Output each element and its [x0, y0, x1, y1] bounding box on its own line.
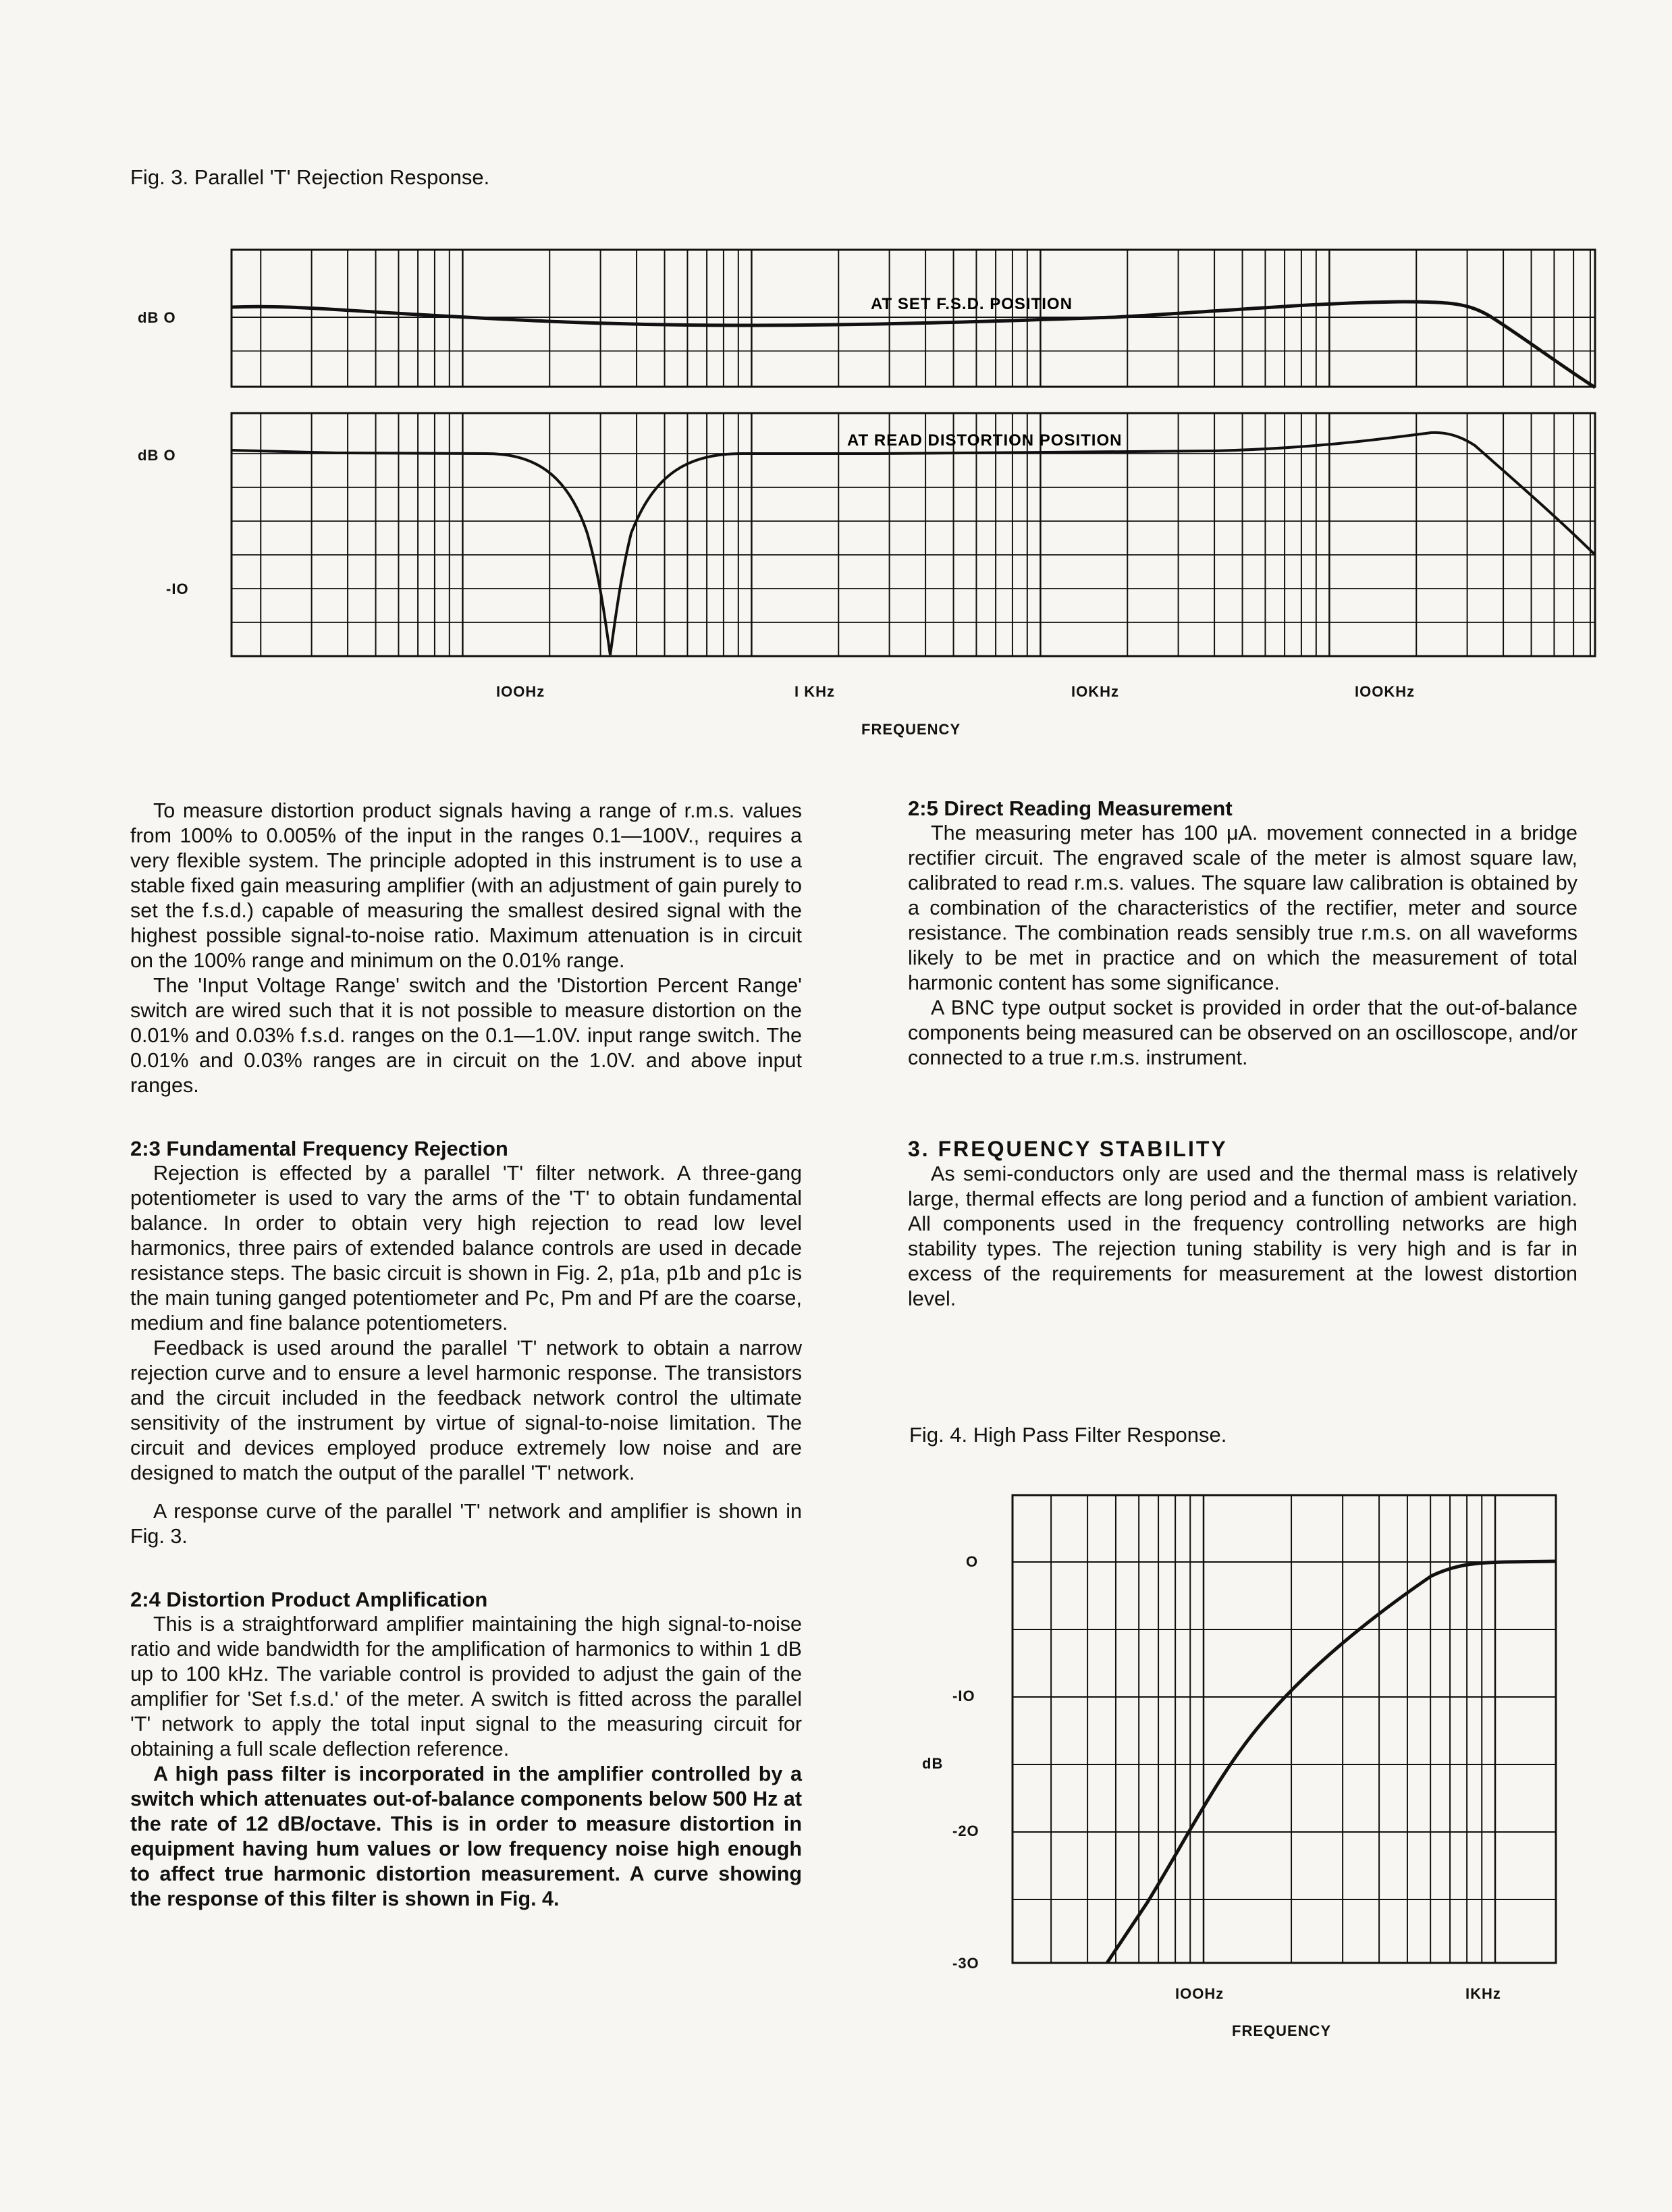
heading-2-4: 2:4 Distortion Product Amplification [130, 1588, 488, 1611]
fig3-xtick-1khz: I KHz [794, 683, 835, 700]
fig3-caption: Fig. 3. Parallel 'T' Rejection Response. [130, 165, 490, 189]
left-para-1: To measure distortion product signals having a range of r.m.s. values from 100% to 0.005% of the input in the ranges 0.1—100V., requires a very flexible system. The principle adopted in this instrument is to use a stable fixed gain measuring amplifier (with an adjustment of gain purely to set the f.s.d.) capable of measuring the smallest desired signal with the highest possible signal-to-noise ratio. Maximum attenuation is in circuit on the 100% range and minimum on the 0.01% range. [130, 799, 802, 972]
fig4-xtick-100hz: IOOHz [1175, 1985, 1224, 2002]
right-para-1: The measuring meter has 100 μA. movement connected in a bridge rectifier circuit. The engraved scale of the meter is almost square law, calibrated to read r.m.s. values. The square law calibration is obtained by a combination of the characteristics of the rectifier, meter and source resistance. The combination reads sensibly true r.m.s. on all waveforms likely to be met in practice and on which the measurement of total harmonic content has some significance. [908, 821, 1577, 994]
fig4-ytick-0: O [966, 1553, 979, 1570]
fig4-xlabel: FREQUENCY [1232, 2022, 1332, 2039]
fig3-upper-curve-label: AT SET F.S.D. POSITION [871, 295, 1073, 313]
fig3-xtick-100hz: IOOHz [496, 683, 545, 700]
right-para-3: As semi-conductors only are used and the thermal mass is relatively large, thermal effects are long period and a function of ambient variation. All components used in the frequency controlling networks are high stability types. The rejection tuning stability is very high and is far in excess of the requirements for measurement at the lowest distortion level. [908, 1162, 1577, 1310]
left-para-2: The 'Input Voltage Range' switch and the 'Distortion Percent Range' switch are wired such that it is not possible to measure distortion on the 0.01% and 0.03% f.s.d. ranges on the 0.1—1.0V. input range switch. The 0.01% and 0.03% ranges are in circuit on the 1.0V. and above input ranges. [130, 974, 802, 1097]
fig4-chart [0, 1451, 1672, 1991]
fig3-xtick-10khz: IOKHz [1071, 683, 1119, 700]
fig4-xtick-1khz: IKHz [1465, 1985, 1501, 2002]
fig3-lower-ylabel-m10: -IO [166, 581, 189, 597]
left-para-4: Feedback is used around the parallel 'T' network to obtain a narrow rejection curve and to ensure a level harmonic response. The transistors and the circuit included in the feedback network control the ultimate sensitivity of the instrument by virtue of signal-to-noise limitation. The circuit and devices employed produce extremely low noise and are designed to match the output of the parallel 'T' network. [130, 1337, 802, 1484]
left-para-3: Rejection is effected by a parallel 'T' filter network. A three-gang potentiometer is used to vary the arms of the 'T' to obtain fundamental balance. In order to obtain very high rejection to read low level harmonics, three pairs of extended balance controls are used in decade resistance steps. The basic circuit is shown in Fig. 2, p1a, p1b and p1c is the main tuning ganged potentiometer and Pc, Pm and Pf are the coarse, medium and fine balance potentiometers. [130, 1162, 802, 1334]
left-para-5: A response curve of the parallel 'T' network and amplifier is shown in Fig. 3. [130, 1500, 802, 1548]
fig4-caption: Fig. 4. High Pass Filter Response. [909, 1423, 1227, 1447]
fig4-ylabel: dB [922, 1755, 944, 1772]
fig3-upper-ylabel: dB O [138, 309, 176, 326]
fig3-chart [0, 0, 1672, 756]
fig4-ytick-m30: -3O [952, 1955, 979, 1972]
left-para-6: This is a straightforward amplifier maintaining the high signal-to-noise ratio and wide bandwidth for the amplification of harmonics to within 1 dB up to 100 kHz. The variable control is provided to adjust the gain of the amplifier for 'Set f.s.d.' of the meter. A switch is fitted across the parallel 'T' network to apply the total input signal to the measuring circuit for obtaining a full scale deflection reference. [130, 1613, 802, 1760]
fig4-ytick-m10: -IO [952, 1688, 975, 1704]
fig3-upper-curve [232, 302, 1595, 387]
left-para-7: A high pass filter is incorporated in the amplifier controlled by a switch which attenuates out-of-balance components below 500 Hz at the rate of 12 dB/octave. This is in order to measure distortion in equipment having hum values or low frequency noise high enough to affect true harmonic distortion measurement. A curve showing the response of this filter is shown in Fig. 4. [130, 1762, 802, 1910]
fig3-lower-curve [232, 433, 1595, 655]
fig4-ytick-m20: -2O [952, 1823, 979, 1839]
fig3-upper-frame [232, 250, 1595, 387]
heading-2-3: 2:3 Fundamental Frequency Rejection [130, 1137, 508, 1160]
right-column [908, 796, 1577, 1312]
right-para-2: A BNC type output socket is provided in order that the out-of-balance components being measured can be observed on an oscilloscope, and/or connected to a true r.m.s. instrument. [908, 996, 1577, 1069]
heading-3: 3. FREQUENCY STABILITY [908, 1137, 1228, 1161]
fig3-lower-ylabel-0: dB O [138, 447, 176, 464]
fig3-lower-curve-label: AT READ DISTORTION POSITION [847, 431, 1123, 450]
fig3-xlabel: FREQUENCY [861, 721, 961, 738]
heading-2-5: 2:5 Direct Reading Measurement [908, 797, 1233, 820]
fig3-lower-frame [232, 413, 1595, 656]
fig3-xtick-100khz: IOOKHz [1355, 683, 1415, 700]
fig4-filter-curve [1107, 1561, 1556, 1963]
